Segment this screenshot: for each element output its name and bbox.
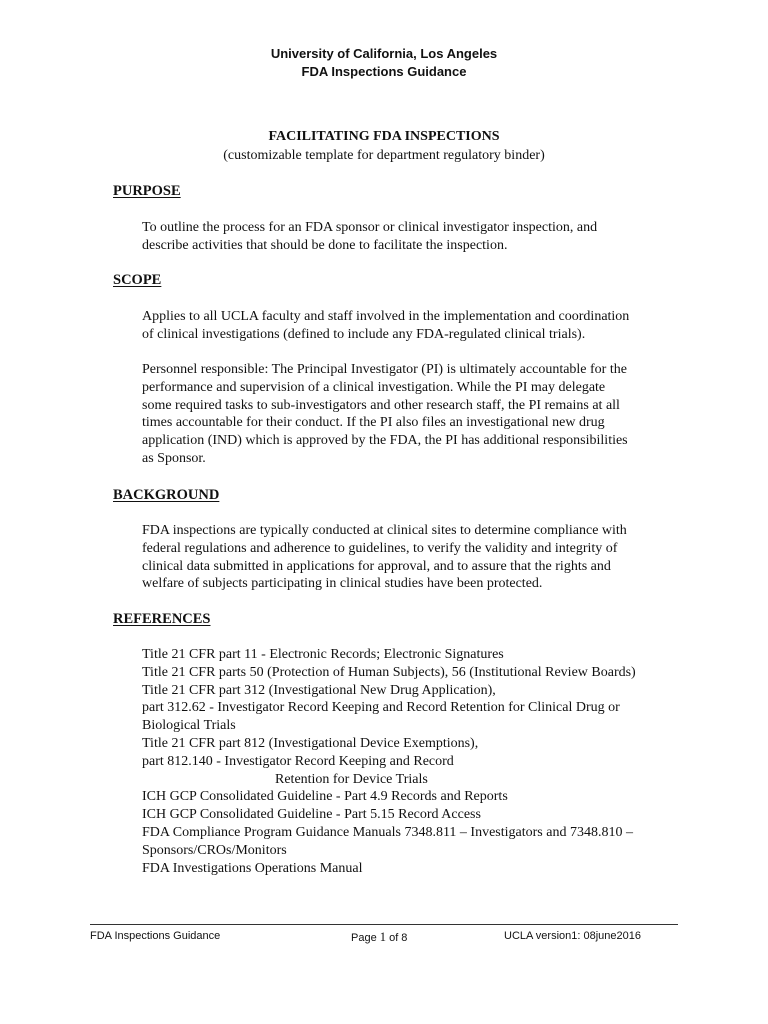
reference-line: Title 21 CFR parts 50 (Protection of Human Subjects), 56 (Institutional Review Boards) <box>142 664 636 680</box>
scope-heading: SCOPE <box>113 272 162 288</box>
reference-line: Title 21 CFR part 11 - Electronic Records; Electronic Signatures <box>142 647 504 662</box>
footer-version: UCLA version1: 08june2016 <box>504 930 641 942</box>
paragraph-line: some required tasks to sub-investigators and other research staff, the PI remains at all <box>142 397 620 413</box>
page-number: 1 <box>379 930 387 944</box>
paragraph-line: performance and supervision of a clinical investigation. While the PI may delegate <box>142 379 606 395</box>
purpose-heading: PURPOSE <box>113 183 181 199</box>
paragraph-line: Personnel responsible: The Principal Investigator (PI) is ultimately accountable for the <box>142 362 627 377</box>
references-list <box>142 646 682 877</box>
reference-line: ICH GCP Consolidated Guideline - Part 5.15 Record Access <box>142 807 481 823</box>
footer-page-indicator <box>351 930 407 945</box>
reference-line: Title 21 CFR part 312 (Investigational New Drug Application), <box>142 682 496 698</box>
reference-line: Retention for Device Trials <box>275 771 428 787</box>
page-total: of 8 <box>389 932 408 944</box>
document-subtitle: (customizable template for department regulatory binder) <box>223 148 545 163</box>
paragraph-line: To outline the process for an FDA sponsor or clinical investigator inspection, and <box>142 220 598 235</box>
reference-line: FDA Compliance Program Guidance Manuals 7348.811 – Investigators and 7348.810 – <box>142 824 633 840</box>
paragraph-line: describe activities that should be done to facilitate the inspection. <box>142 237 508 253</box>
paragraph-line: as Sponsor. <box>142 450 206 466</box>
scope-paragraph-2 <box>142 361 682 468</box>
reference-line: Title 21 CFR part 812 (Investigational Device Exemptions), <box>142 735 479 751</box>
paragraph-line: federal regulations and adherence to guidelines, to verify the validity and integrity of <box>142 540 618 556</box>
reference-line: ICH GCP Consolidated Guideline - Part 4.9 Records and Reports <box>142 789 508 805</box>
paragraph-line: of clinical investigations (defined to include any FDA-regulated clinical trials). <box>142 326 586 342</box>
document-title: FACILITATING FDA INSPECTIONS <box>268 129 500 144</box>
purpose-paragraph <box>142 219 682 255</box>
header-institution: University of California, Los Angeles <box>270 46 498 61</box>
paragraph-line: welfare of subjects participating in clinical studies have been protected. <box>142 576 543 592</box>
paragraph-line: application (IND) which is approved by the FDA, the PI has additional responsibilities <box>142 433 628 449</box>
reference-line: Biological Trials <box>142 718 236 734</box>
header-subtitle: FDA Inspections Guidance <box>301 64 467 79</box>
reference-line: part 312.62 - Investigator Record Keeping and Record Retention for Clinical Drug or <box>142 700 620 716</box>
footer-divider <box>90 924 678 925</box>
scope-paragraph-1 <box>142 308 682 344</box>
paragraph-line: Applies to all UCLA faculty and staff involved in the implementation and coordination <box>142 309 630 324</box>
paragraph-line: clinical data submitted in applications for approval, and to assure that the rights and <box>142 558 611 574</box>
reference-line: part 812.140 - Investigator Record Keeping and Record <box>142 753 454 769</box>
page-label: Page <box>351 932 377 944</box>
references-heading: REFERENCES <box>113 611 211 627</box>
background-heading: BACKGROUND <box>113 487 220 503</box>
reference-line: FDA Investigations Operations Manual <box>142 860 363 876</box>
paragraph-line: FDA inspections are typically conducted at clinical sites to determine compliance with <box>142 523 627 538</box>
reference-line: Sponsors/CROs/Monitors <box>142 842 287 858</box>
paragraph-line: times accountable for their conduct. If the PI also files an investigational new drug <box>142 415 605 431</box>
footer-title: FDA Inspections Guidance <box>90 930 221 942</box>
background-paragraph <box>142 522 682 593</box>
